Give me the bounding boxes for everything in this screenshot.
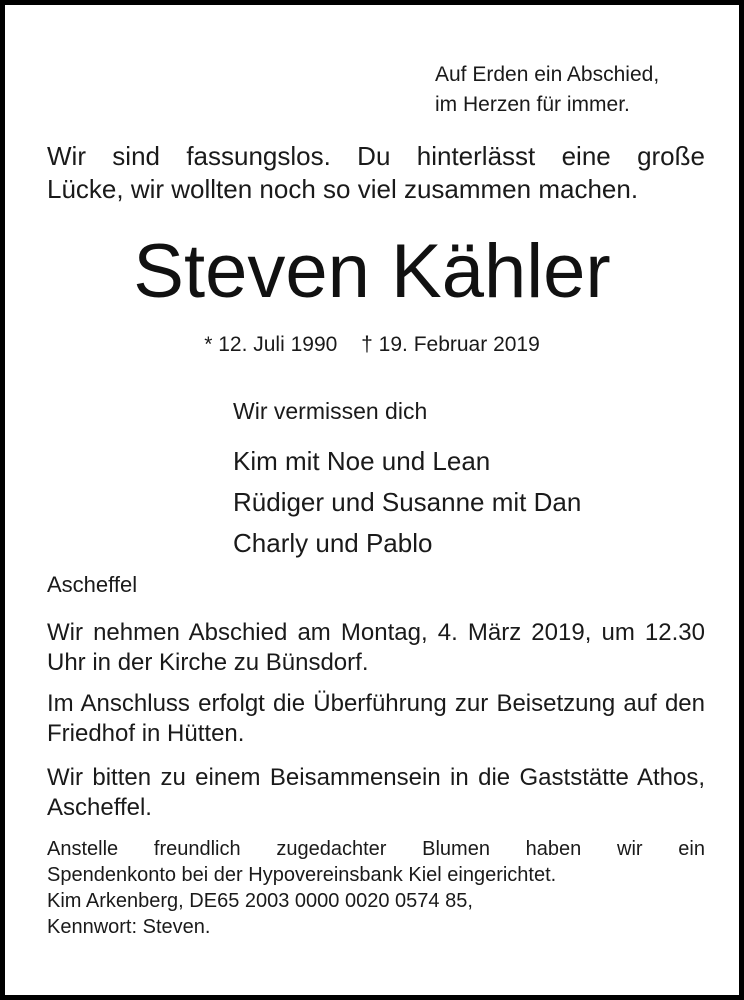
miss-text: Wir vermissen dich	[233, 398, 428, 424]
motto-line: Auf Erden ein Abschied,	[435, 63, 660, 86]
donation-line: Spendenkonto bei der Hypovereinsbank Kiel eingerichtet.	[47, 864, 557, 886]
motto	[435, 60, 659, 120]
life-dates	[5, 331, 739, 359]
donation-note	[47, 836, 705, 940]
family-list	[233, 441, 581, 564]
donation-line: Kennwort: Steven.	[47, 916, 211, 938]
burial-paragraph: Im Anschluss erfolgt die Überführung zur Beisetzung auf den Friedhof in Hütten.	[47, 690, 705, 747]
family-member: Charly und Pablo	[233, 528, 433, 558]
gathering-paragraph: Wir bitten zu einem Beisammensein in die Gaststätte Athos, Ascheffel.	[47, 764, 705, 821]
birth-date: * 12. Juli 1990	[204, 333, 338, 356]
intro-line: Lücke, wir wollten noch so viel zusammen machen.	[47, 174, 639, 204]
family-member: Rüdiger und Susanne mit Dan	[233, 487, 582, 517]
town: Ascheffel	[47, 572, 138, 597]
donation-line: Anstelle freundlich zugedachter Blumen haben wir ein	[47, 838, 705, 860]
family-member: Kim mit Noe und Lean	[233, 446, 491, 476]
donation-line: Kim Arkenberg, DE65 2003 0000 0020 0574 85,	[47, 890, 473, 912]
death-date: † 19. Februar 2019	[361, 333, 540, 356]
motto-line: im Herzen für immer.	[435, 93, 630, 116]
funeral-paragraph: Wir nehmen Abschied am Montag, 4. März 2019, um 12.30 Uhr in der Kirche zu Bünsdorf.	[47, 619, 705, 676]
intro-text	[47, 140, 705, 206]
obituary-notice	[5, 5, 739, 995]
deceased-name: Steven Kähler	[133, 229, 611, 314]
intro-line: Wir sind fassungslos. Du hinterlässt eine große	[47, 141, 705, 171]
